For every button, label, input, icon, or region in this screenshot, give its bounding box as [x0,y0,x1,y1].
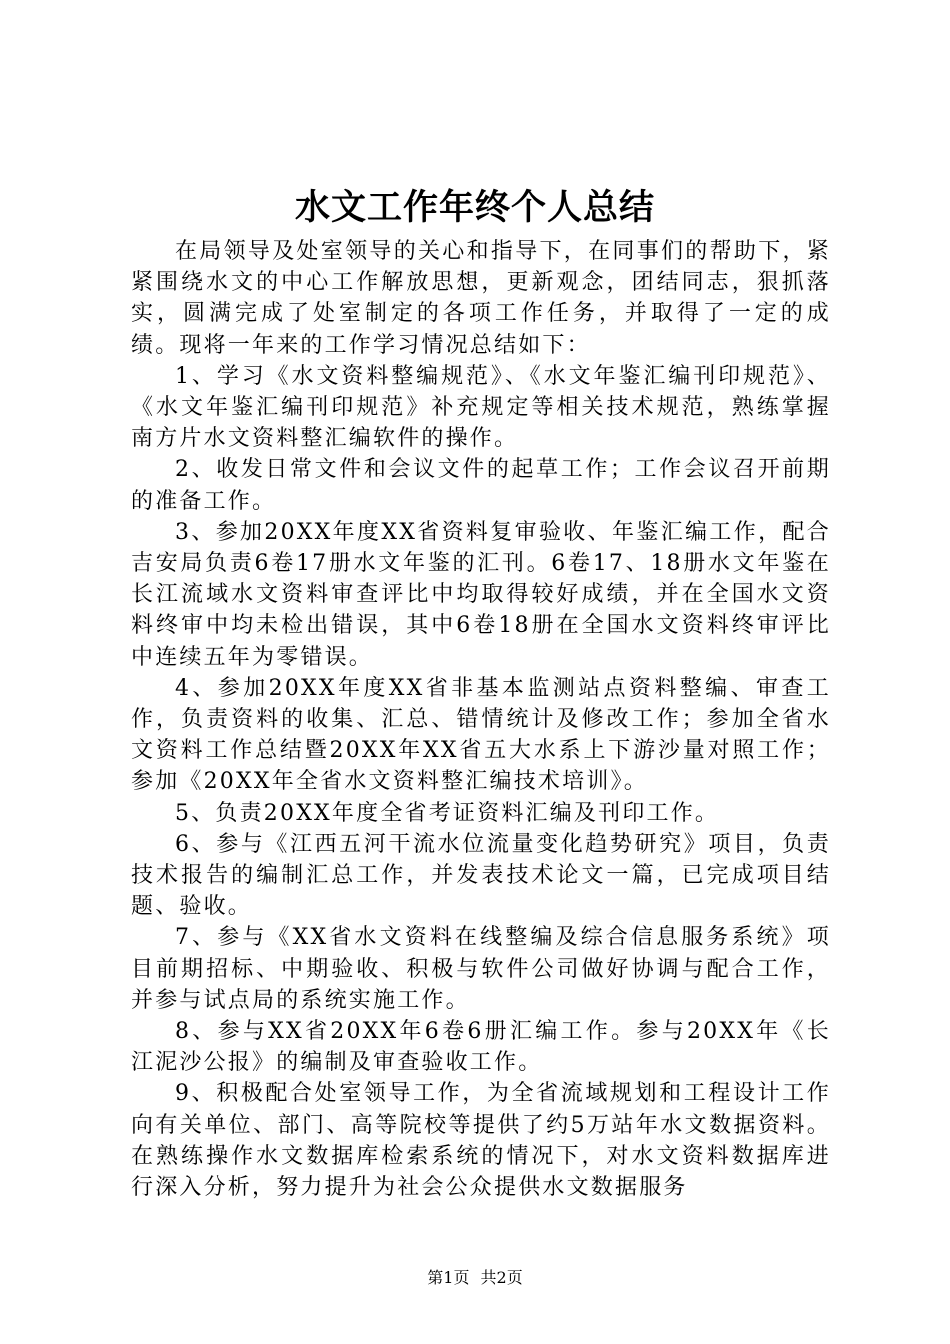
paragraph-intro: 在局领导及处室领导的关心和指导下，在同事们的帮助下，紧紧围绕水文的中心工作解放思想，更新观念，团结同志，狠抓落实，圆满完成了处室制定的各项工作任务，并取得了一定的成绩。现将一年来的工作学习情况总结如下： [131,239,831,358]
page-number: 第1页 [427,1268,470,1287]
document-body [131,236,831,1203]
paragraph-item-4: 4、参加20XX年度XX省非基本监测站点资料整编、审查工作，负责资料的收集、汇总、错情统计及修改工作；参加全省水文资料工作总结暨20XX年XX省五大水系上下游沙量对照工作；参加《20XX年全省水文资料整汇编技术培训》。 [131,675,831,795]
paragraph-item-2: 2、收发日常文件和会议文件的起草工作；工作会议召开前期的准备工作。 [131,457,831,514]
document-title: 水文工作年终个人总结 [294,187,655,228]
paragraph-item-8: 8、参与XX省20XX年6卷6册汇编工作。参与20XX年《长江泥沙公报》的编制及审查验收工作。 [131,1019,831,1076]
paragraph-item-6: 6、参与《江西五河干流水位流量变化趋势研究》项目，负责技术报告的编制汇总工作，并发表技术论文一篇，已完成项目结题、验收。 [131,831,831,920]
paragraph-item-7: 7、参与《XX省水文资料在线整编及综合信息服务系统》项目前期招标、中期验收、积极与软件公司做好协调与配合工作，并参与试点局的系统实施工作。 [131,925,831,1013]
page-total: 共2页 [480,1268,523,1287]
paragraph-item-3: 3、参加20XX年度XX省资料复审验收、年鉴汇编工作，配合吉安局负责6卷17册水文年鉴的汇刊。6卷17、18册水文年鉴在长江流域水文资料审查评比中均取得较好成绩，并在全国水文资料终审中均未检出错误，其中6卷18册在全国水文资料终审评比中连续五年为零错误。 [131,519,831,670]
page-footer [0,1267,950,1289]
paragraph-item-9: 9、积极配合处室领导工作，为全省流域规划和工程设计工作向有关单位、部门、高等院校等提供了约5万站年水文数据资料。在熟练操作水文数据库检索系统的情况下，对水文资料数据库进行深入分析，努力提升为社会公众提供水文数据服务 [131,1081,831,1201]
paragraph-item-5: 5、负责20XX年度全省考证资料汇编及刊印工作。 [175,800,720,826]
paragraph-item-1: 1、学习《水文资料整编规范》、《水文年鉴汇编刊印规范》、《水文年鉴汇编刊印规范》补充规定等相关技术规范，熟练掌握南方片水文资料整汇编软件的操作。 [131,363,831,452]
